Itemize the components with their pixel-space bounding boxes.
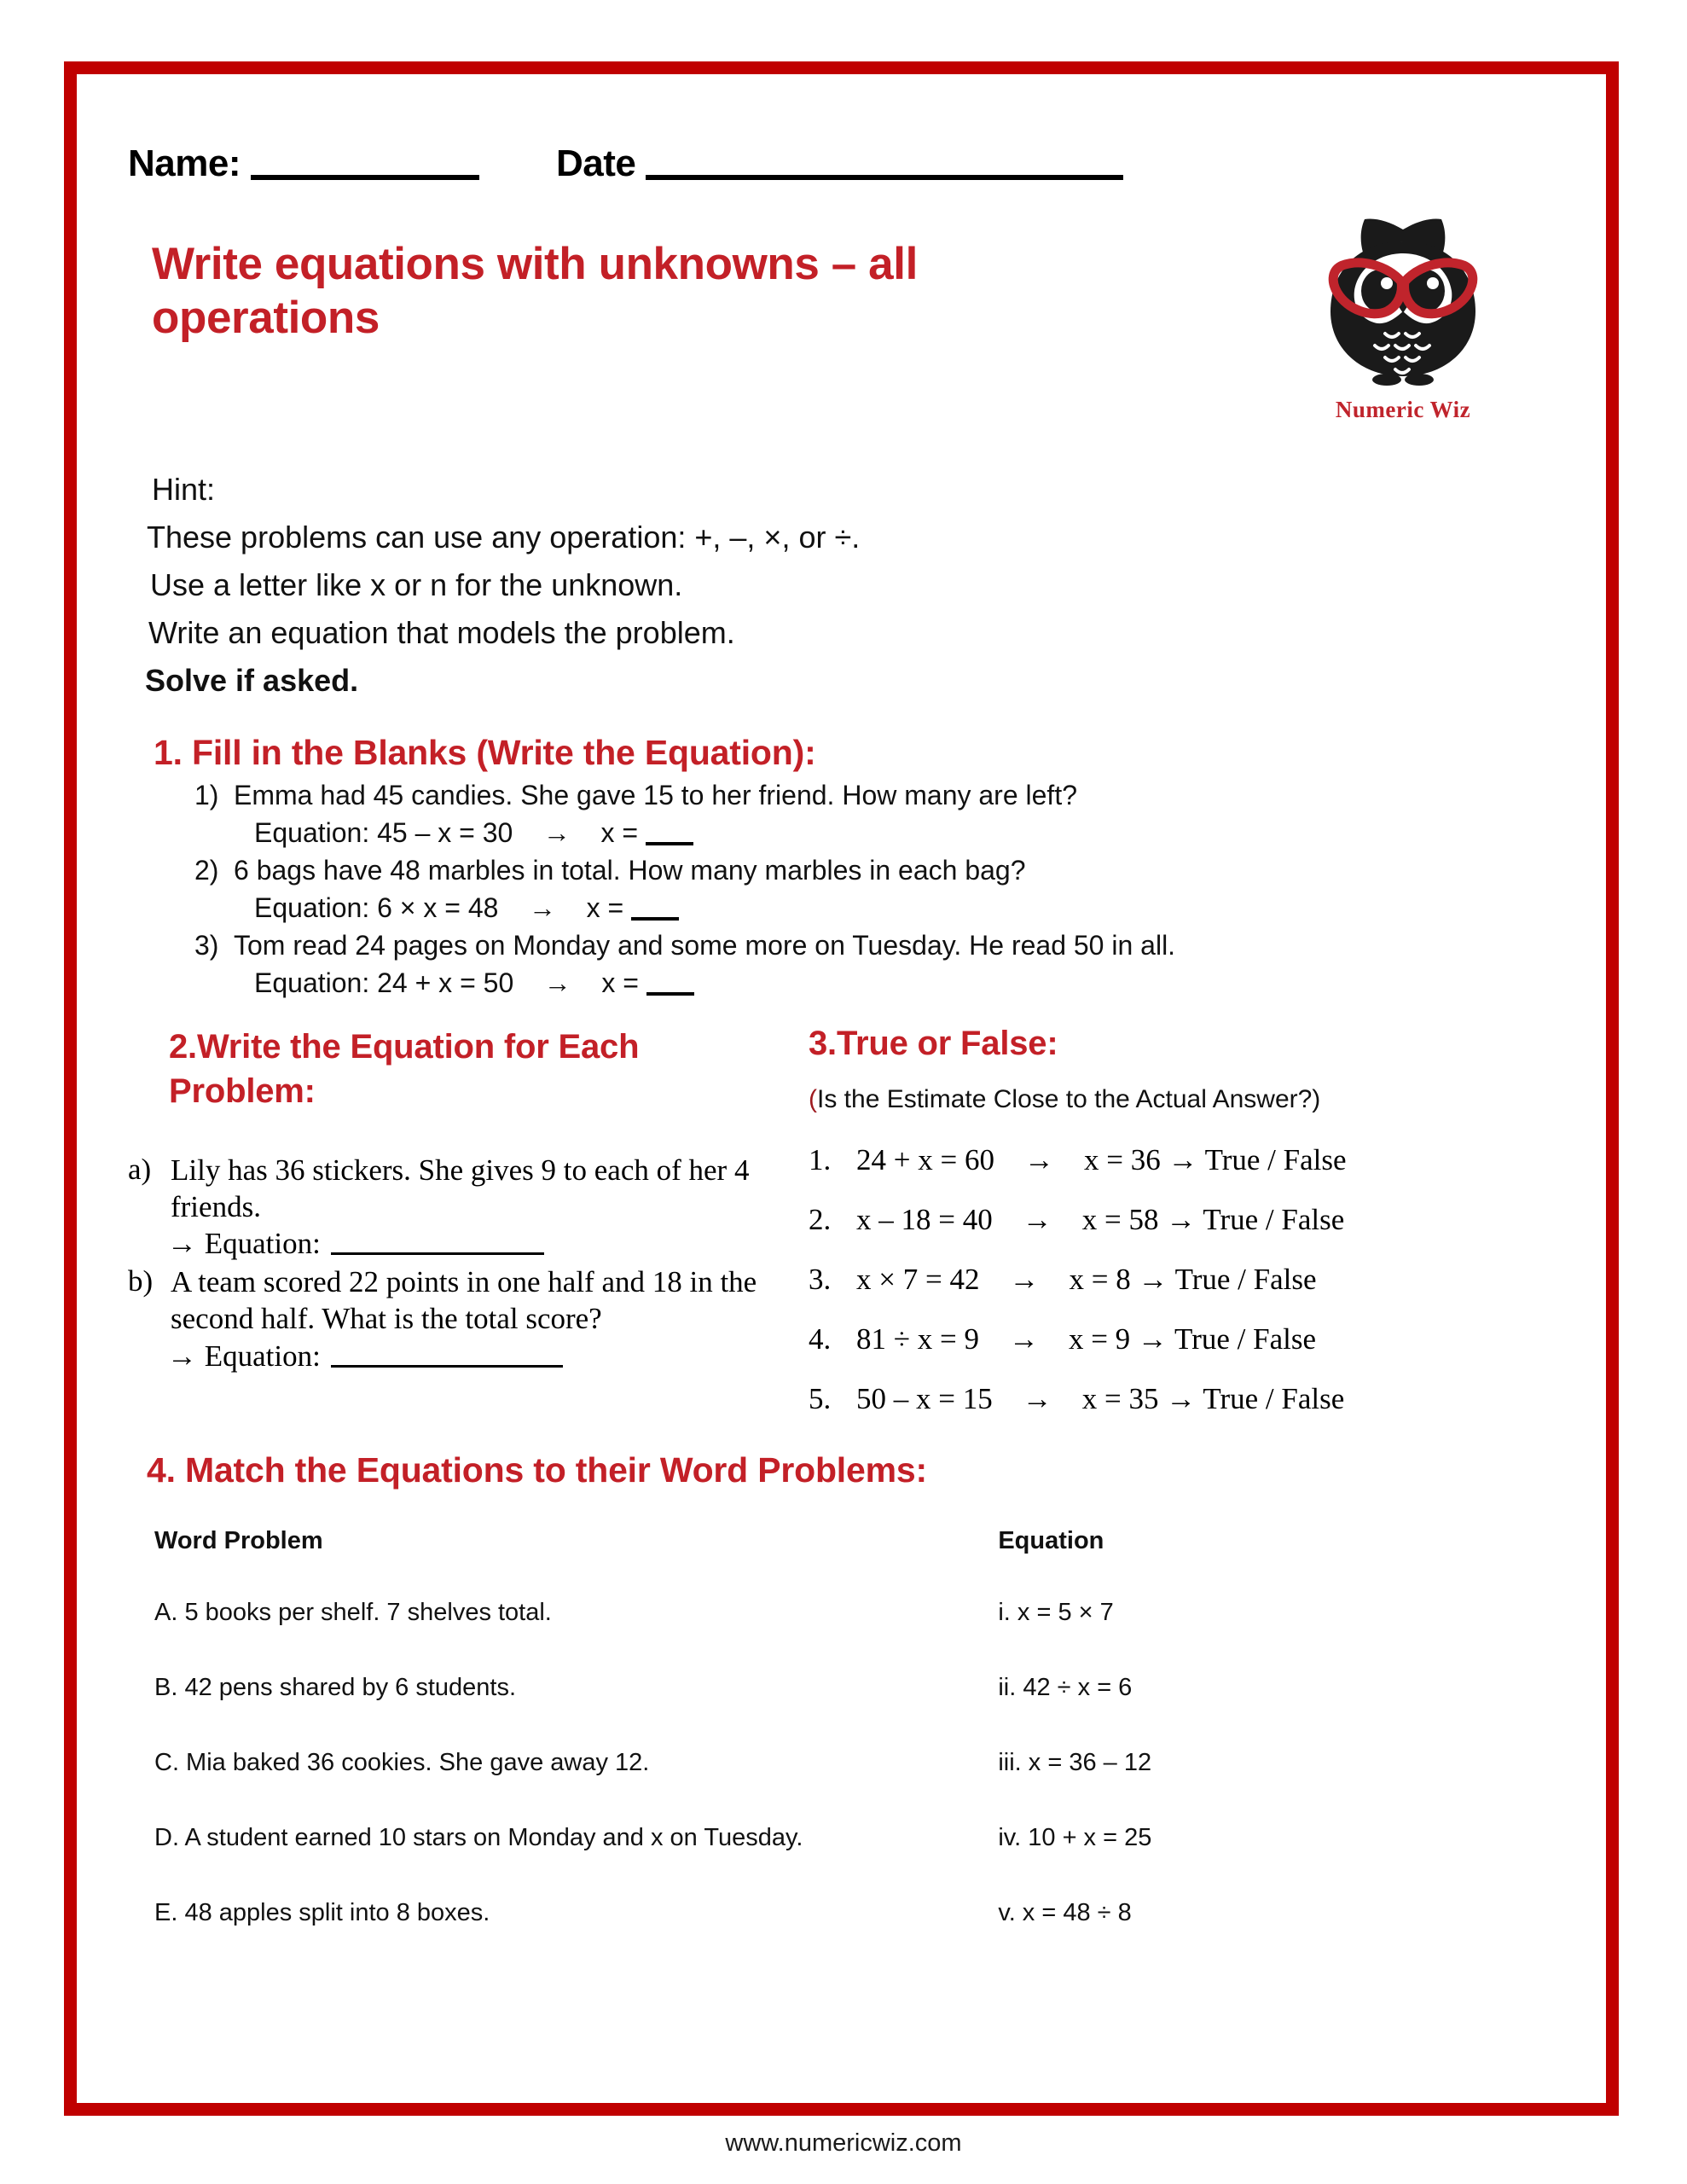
subtitle-text: Is the Estimate Close to the Actual Answer?)	[817, 1085, 1321, 1113]
hint-line-2: Use a letter like x or n for the unknown.	[150, 567, 683, 602]
word-problem-cell[interactable]: D. A student earned 10 stars on Monday and x on Tuesday.	[154, 1824, 803, 1851]
hint-line-1: These problems can use any operation: +, –, ×, or ÷.	[147, 520, 861, 555]
section-2-equation-row	[167, 1339, 776, 1374]
section-2-equation-row	[167, 1227, 776, 1261]
item-number: 2.	[809, 1203, 832, 1236]
item-number: 1)	[194, 780, 219, 810]
subtitle-open-paren: (	[809, 1085, 817, 1113]
section-2-list	[128, 1153, 776, 1374]
hint-line-4: Solve if asked.	[145, 663, 359, 698]
date-input-line[interactable]	[646, 174, 1123, 180]
list-item	[128, 1264, 776, 1337]
section-3-subtitle	[809, 1085, 1491, 1114]
brand-wordmark: Numeric Wiz	[1335, 397, 1471, 422]
item-number: 2)	[194, 855, 219, 886]
section-1-question-row	[194, 930, 1562, 961]
table-row[interactable]	[154, 1823, 1484, 1898]
answer-blank[interactable]	[646, 992, 694, 996]
name-date-row	[128, 125, 1562, 185]
item-number: 5.	[809, 1382, 832, 1415]
hint-label: Hint:	[152, 472, 216, 507]
equation-label: → Equation:	[167, 1339, 321, 1373]
item-text: A team scored 22 points in one half and 18 in the second half. What is the total score?	[171, 1265, 757, 1336]
list-item[interactable]	[809, 1263, 1491, 1297]
item-text: x × 7 = 42 → x = 8 → True / False	[856, 1263, 1317, 1296]
list-item	[128, 1153, 776, 1225]
table-row[interactable]	[154, 1673, 1484, 1748]
section-3-heading: 3.True or False:	[809, 1025, 1058, 1062]
table-header-row	[154, 1526, 1484, 1598]
two-column-band	[128, 1025, 1562, 1416]
section-1-equation-row	[254, 967, 1562, 999]
word-problem-cell[interactable]: C. Mia baked 36 cookies. She gave away 12.	[154, 1749, 650, 1776]
column-header-word-problem: Word Problem	[154, 1527, 323, 1554]
answer-blank[interactable]	[646, 842, 693, 845]
page-title: Write equations with unknowns – all operations	[152, 239, 918, 343]
brand-logo	[1275, 216, 1531, 423]
list-item[interactable]	[809, 1382, 1491, 1416]
item-number: 4.	[809, 1322, 832, 1356]
equation-cell[interactable]: iii. x = 36 – 12	[998, 1749, 1152, 1776]
equation-cell[interactable]: ii. 42 ÷ x = 6	[998, 1674, 1133, 1701]
item-text: 81 ÷ x = 9 → x = 9 → True / False	[856, 1322, 1316, 1356]
list-item[interactable]	[809, 1203, 1491, 1237]
list-item	[128, 780, 1562, 849]
item-text: 50 – x = 15 → x = 35 → True / False	[856, 1382, 1345, 1415]
equation-text: Equation: 6 × x = 48 → x =	[254, 892, 632, 923]
equation-cell[interactable]: v. x = 48 ÷ 8	[998, 1899, 1132, 1926]
name-label: Name:	[128, 142, 241, 184]
matching-table	[154, 1526, 1484, 1973]
column-header-equation: Equation	[998, 1527, 1104, 1554]
item-marker: a)	[128, 1153, 152, 1186]
item-number: 3.	[809, 1263, 832, 1296]
title-band	[128, 238, 1562, 494]
footer-website[interactable]: www.numericwiz.com	[725, 2129, 962, 2157]
table-row[interactable]	[154, 1898, 1484, 1973]
owl-icon	[1305, 216, 1501, 395]
item-text: Lily has 36 stickers. She gives 9 to each of her 4 friends.	[171, 1153, 750, 1223]
answer-blank[interactable]	[631, 917, 679, 921]
item-text: 24 + x = 60 → x = 36 → True / False	[856, 1143, 1347, 1176]
list-item[interactable]	[809, 1143, 1491, 1177]
name-input-line[interactable]	[251, 174, 479, 180]
item-text: Tom read 24 pages on Monday and some more on Tuesday. He read 50 in all.	[234, 930, 1176, 961]
section-3-list	[809, 1143, 1491, 1416]
list-item[interactable]	[809, 1322, 1491, 1356]
section-2-column	[128, 1025, 776, 1416]
hint-line-3: Write an equation that models the problem.	[148, 615, 735, 650]
table-row[interactable]	[154, 1598, 1484, 1673]
list-item	[128, 930, 1562, 999]
worksheet-page-border	[64, 61, 1619, 2116]
equation-blank[interactable]	[331, 1365, 563, 1368]
section-1-list	[128, 780, 1562, 999]
section-1-question-row	[194, 855, 1562, 886]
date-group	[556, 142, 1123, 185]
section-1-equation-row	[254, 892, 1562, 924]
table-row[interactable]	[154, 1748, 1484, 1823]
item-number: 3)	[194, 930, 219, 961]
equation-text: Equation: 45 – x = 30 → x =	[254, 817, 646, 848]
equation-cell[interactable]: i. x = 5 × 7	[998, 1599, 1114, 1626]
item-text: Emma had 45 candies. She gave 15 to her friend. How many are left?	[234, 780, 1077, 810]
worksheet-content	[77, 74, 1606, 2103]
section-4-heading: 4. Match the Equations to their Word Problems:	[147, 1450, 927, 1490]
section-3-column	[809, 1025, 1491, 1416]
section-1-equation-row	[254, 817, 1562, 849]
item-text: x – 18 = 40 → x = 58 → True / False	[856, 1203, 1345, 1236]
section-1-heading: 1. Fill in the Blanks (Write the Equation):	[154, 733, 816, 772]
word-problem-cell[interactable]: B. 42 pens shared by 6 students.	[154, 1674, 516, 1701]
section-1-question-row	[194, 780, 1562, 811]
section-2-heading: 2.Write the Equation for Each Problem:	[169, 1028, 640, 1110]
item-marker: b)	[128, 1264, 154, 1298]
word-problem-cell[interactable]: E. 48 apples split into 8 boxes.	[154, 1899, 490, 1926]
word-problem-cell[interactable]: A. 5 books per shelf. 7 shelves total.	[154, 1599, 552, 1626]
date-label: Date	[556, 142, 636, 184]
equation-label: → Equation:	[167, 1227, 321, 1261]
list-item	[128, 855, 1562, 924]
equation-blank[interactable]	[331, 1252, 544, 1255]
item-text: 6 bags have 48 marbles in total. How many marbles in each bag?	[234, 855, 1026, 886]
equation-cell[interactable]: iv. 10 + x = 25	[998, 1824, 1152, 1851]
hint-block	[128, 472, 1562, 699]
item-number: 1.	[809, 1143, 832, 1176]
equation-text: Equation: 24 + x = 50 → x =	[254, 967, 646, 998]
